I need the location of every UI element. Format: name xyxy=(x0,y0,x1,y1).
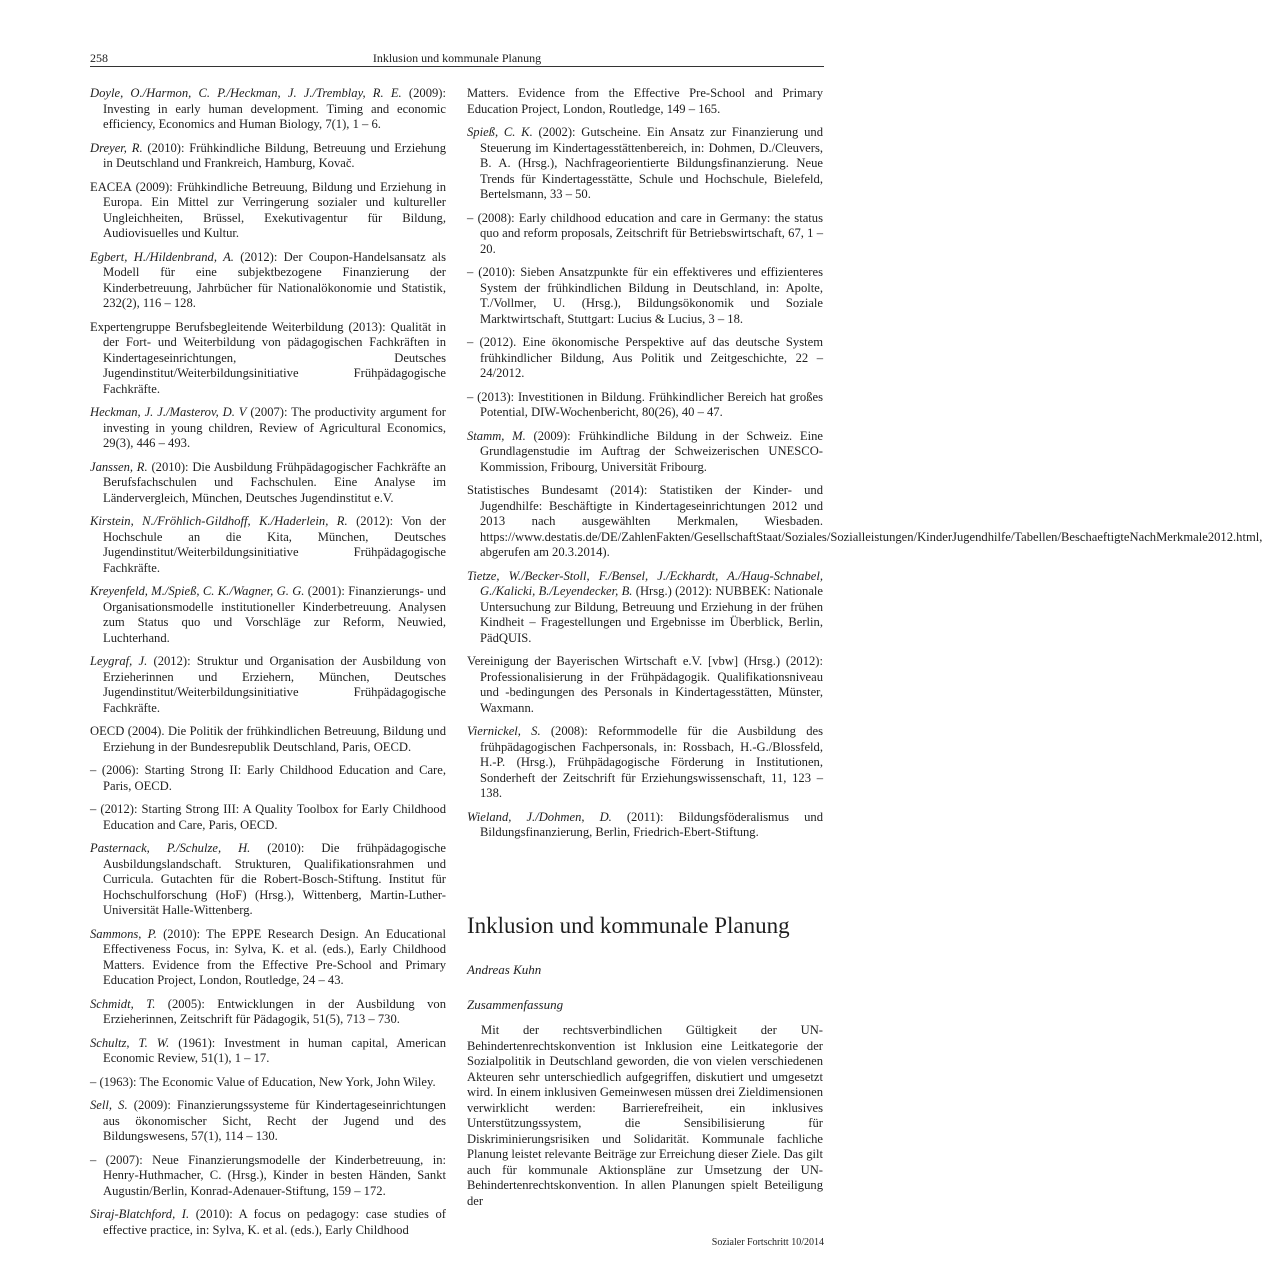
reference-text: – (1963): The Economic Value of Education, New York, John Wiley. xyxy=(90,1074,436,1089)
reference-list-right xyxy=(467,86,1262,841)
reference-item xyxy=(90,1207,446,1238)
reference-text: – (2012): Starting Strong III: A Quality Toolbox for Early Childhood Education and Care, Paris, OECD. xyxy=(90,802,446,832)
reference-authors: Tietze, W./Becker-Stoll, F./Bensel, J./Eckhardt, A./Haug-Schnabel, G./Kalicki, B./Leyendecker, B. xyxy=(467,568,823,598)
reference-item xyxy=(90,514,446,576)
reference-item xyxy=(90,250,446,312)
left-column xyxy=(90,86,446,1246)
reference-item xyxy=(90,460,446,507)
reference-item xyxy=(467,724,823,802)
reference-text: EACEA (2009): Frühkindliche Betreuung, Bildung und Erziehung in Europa. Ein Mittel zur Verringerung sozialer und kultureller Ungleichheiten, Brüssel, Exekutivagentur für Bildung, Audiovisuelles und Kultur. xyxy=(90,179,446,240)
reference-text: – (2008): Early childhood education and care in Germany: the status quo and reform proposals, Zeitschrift für Betriebswirtschaft, 67, 1 – 20. xyxy=(467,210,823,256)
reference-item xyxy=(467,86,823,117)
reference-authors: Stamm, M. xyxy=(467,428,526,443)
reference-item xyxy=(90,1153,446,1200)
reference-text: Vereinigung der Bayerischen Wirtschaft e.V. [vbw] (Hrsg.) (2012): Professionalisierung in der Frühpädagogik. Qualifikationsniveau und -bedingungen des Personals in Kindertagesstätten, Münster, Waxmann. xyxy=(467,654,823,715)
article-author: Andreas Kuhn xyxy=(467,962,542,977)
reference-authors: Siraj-Blatchford, I. xyxy=(90,1207,190,1221)
reference-item xyxy=(467,125,823,203)
reference-text: Expertengruppe Berufsbegleitende Weiterbildung (2013): Qualität in der Fort- und Weiterbildung von pädagogischen Fachkräften in Kindertageseinrichtungen, Deutsches Jugendinstitut/Weiterbildungsinitiative Frühpädagogische Fachkräfte. xyxy=(90,319,446,396)
reference-text: (2010): A focus on pedagogy: case studies of effective practice, in: Sylva, K. et al. (eds.), Early Childhood xyxy=(103,1207,446,1237)
reference-authors: Kirstein, N./Fröhlich-Gildhoff, K./Haderlein, R. xyxy=(90,514,348,528)
reference-text: Statistisches Bundesamt (2014): Statistiken der Kinder- und Jugendhilfe: Beschäftigte in Kindertageseinrichtungen 2012 und 2013 nach ausgewählten Merkmalen, Wiesbaden. https://www.destatis.de/DE/ZahlenFakten/GesellschaftStaat/Soziales/Sozialleistungen/KinderJugendhilfe/Tabellen/BeschaeftigteNachMerkmale2012.html, abgerufen am 20.3.2014). xyxy=(467,483,1262,559)
reference-item xyxy=(467,429,823,476)
header-rule xyxy=(90,66,824,67)
reference-authors: Janssen, R. xyxy=(90,459,148,474)
reference-authors: Schultz, T. W. xyxy=(90,1035,170,1050)
reference-authors: Dreyer, R. xyxy=(90,140,143,155)
reference-item xyxy=(90,180,446,242)
reference-text: (2010): Die Ausbildung Frühpädagogischer Fachkräfte an Berufsfachschulen und Fachschulen. Eine Analyse im Ländervergleich, München, Deutsches Jugendinstitut e.V. xyxy=(103,459,446,505)
reference-text: – (2006): Starting Strong II: Early Childhood Education and Care, Paris, OECD. xyxy=(90,763,446,793)
reference-item xyxy=(467,211,823,258)
reference-item xyxy=(90,927,446,989)
reference-text: (2012): Von der Hochschule an die Kita, München, Deutsches Jugendinstitut/Weiterbildungsinitiative Frühpädagogische Fachkräfte. xyxy=(103,514,446,575)
reference-item xyxy=(90,405,446,452)
right-column xyxy=(467,86,1262,849)
reference-list-left xyxy=(90,86,446,1238)
reference-authors: Sammons, P. xyxy=(90,926,157,941)
reference-authors: Wieland, J./Dohmen, D. xyxy=(467,809,612,824)
reference-authors: Spieß, C. K. xyxy=(467,125,533,139)
reference-text: (2009): Finanzierungssysteme für Kindertageseinrichtungen aus ökonomischer Sicht, Recht der Jugend und des Bildungswesens, 57(1), 114 – 130. xyxy=(103,1098,446,1143)
reference-item xyxy=(90,320,446,398)
reference-text: (2012): Der Coupon-Handelsansatz als Modell für eine subjektbezogene Finanzierung der Kinderbetreuung, Jahrbücher für Nationalökonomie und Statistik, 232(2), 116 – 128. xyxy=(103,249,446,310)
reference-text: – (2013): Investitionen in Bildung. Frühkindlicher Bereich hat großes Potential, DIW-Wochenbericht, 80(26), 40 – 47. xyxy=(467,389,823,419)
reference-item xyxy=(467,654,823,716)
reference-text: – (2012). Eine ökonomische Perspektive auf das deutsche System frühkindlicher Bildung, Aus Politik und Zeitgeschichte, 22 – 24/2012. xyxy=(467,335,823,380)
summary-text: Mit der rechtsverbindlichen Gültigkeit der UN-Behindertenrechtskonvention ist Inklusion eine Leitkategorie der Sozialpolitik in Deutschland geworden, die von vielen verschiedenen Akteuren sehr unterschiedlich aufgegriffen, diskutiert und umgesetzt wird. In einem inklusiven Gemeinwesen müssen drei Zieldimensionen verwirklicht werden: Barrierefreiheit, ein inklusives Unterstützungssystem, die Sensibilisierung für Diskriminierungsrisiken und Solidarität. Kommunale fachliche Planung leistet relevante Beiträge zur Erreichung dieser Ziele. Das gilt auch für kommunale Aktionspläne zur Umsetzung der UN-Behindertenrechtskonvention. In allen Planungen spielt Beteiligung der xyxy=(467,1023,823,1208)
article-title: Inklusion und kommunale Planung xyxy=(467,913,790,938)
reference-item xyxy=(90,1075,446,1091)
reference-text: (2002): Gutscheine. Ein Ansatz zur Finanzierung und Steuerung im Kindertagesstättenbereich, in: Dohmen, D./Cleuvers, B. A. (Hrsg.), Nachfrageorientierte Bildungsfinanzierung. Neue Trends für Kindertagesstätte, Schule und Hochschule, Bielefeld, Bertelsmann, 33 – 50. xyxy=(480,125,823,201)
reference-item xyxy=(467,810,823,841)
reference-text: – (2007): Neue Finanzierungsmodelle der Kinderbetreuung, in: Henry-Huthmacher, C. (Hrsg.), Kinder in besten Händen, Sankt Augustin/Berlin, Konrad-Adenauer-Stiftung, 159 – 172. xyxy=(90,1152,446,1198)
reference-text: (2009): Investing in early human development. Timing and economic efficiency, Economics and Human Biology, 7(1), 1 – 6. xyxy=(103,86,446,131)
reference-item xyxy=(90,1098,446,1145)
reference-authors: Doyle, O./Harmon, C. P./Heckman, J. J./Tremblay, R. E. xyxy=(90,86,402,100)
reference-authors: Viernickel, S. xyxy=(467,724,541,738)
reference-authors: Leygraf, J. xyxy=(90,654,148,668)
reference-authors: Schmidt, T. xyxy=(90,996,156,1011)
reference-item xyxy=(467,569,823,647)
running-title: Inklusion und kommunale Planung xyxy=(372,51,542,65)
reference-item xyxy=(90,584,446,646)
reference-item xyxy=(467,265,823,327)
reference-item xyxy=(90,141,446,172)
reference-text: (Hrsg.) (2012): NUBBEK: Nationale Untersuchung zur Bildung, Betreuung und Erziehung in der frühen Kindheit – Fragestellungen und Ergebnisse im Überblick, Berlin, PädQUIS. xyxy=(480,584,824,645)
reference-authors: Egbert, H./Hildenbrand, A. xyxy=(90,249,234,264)
reference-item xyxy=(90,841,446,919)
reference-text: (2001): Finanzierungs- und Organisationsmodelle institutioneller Kinderbetreuung. Analysen zum Status quo und Vorschläge zur Reform, Neuwied, Luchterhand. xyxy=(103,584,446,645)
reference-authors: Sell, S. xyxy=(90,1098,128,1112)
reference-text: (2011): Bildungsföderalismus und Bildungsfinanzierung, Berlin, Friedrich-Ebert-Stiftung. xyxy=(480,809,823,839)
reference-item xyxy=(90,1036,446,1067)
page-number: 258 xyxy=(90,51,108,65)
reference-item xyxy=(90,724,446,755)
reference-item xyxy=(467,483,1262,561)
reference-text: (2009): Frühkindliche Bildung in der Schweiz. Eine Grundlagenstudie im Auftrag der Schweizerischen UNESCO-Kommission, Fribourg, Universität Fribourg. xyxy=(480,428,824,474)
reference-text: – (2010): Sieben Ansatzpunkte für ein effektiveres und effizienteres System der frühkindlichen Bildung in Deutschland, in: Apolte, T./Vollmer, U. (Hrsg.), Bildungsökonomik und Soziale Marktwirtschaft, Stuttgart: Lucius & Lucius, 3 – 18. xyxy=(467,265,823,326)
reference-item xyxy=(90,997,446,1028)
reference-text: (2010): The EPPE Research Design. An Educational Effectiveness Focus, in: Sylva, K. et al. (eds.), Early Childhood Matters. Evidence from the Effective Pre-School and Primary Education Project, London, Routledge, 24 – 43. xyxy=(103,926,446,987)
reference-text: (2010): Die frühpädagogische Ausbildungslandschaft. Strukturen, Qualifikationsrahmen und Curricula. Gutachten für die Robert-Bosch-Stiftung. Institut für Hochschulforschung (HoF) (Hrsg.), Wittenberg, Martin-Luther-Universität Halle-Wittenberg. xyxy=(103,841,446,917)
reference-item xyxy=(90,802,446,833)
reference-item xyxy=(467,390,823,421)
journal-footer: Sozialer Fortschritt 10/2014 xyxy=(711,1237,824,1248)
reference-text: OECD (2004). Die Politik der frühkindlichen Betreuung, Bildung und Erziehung in der Bundesrepublik Deutschland, Paris, OECD. xyxy=(90,724,446,754)
reference-authors: Pasternack, P./Schulze, H. xyxy=(90,841,251,855)
reference-authors: Kreyenfeld, M./Spieß, C. K./Wagner, G. G. xyxy=(90,584,305,598)
reference-text: (2010): Frühkindliche Bildung, Betreuung und Erziehung in Deutschland und Frankreich, Hamburg, Kovač. xyxy=(103,140,446,170)
reference-text: (2012): Struktur und Organisation der Ausbildung von Erzieherinnen und Erziehern, München, Deutsches Jugendinstitut/Weiterbildungsinitiative Frühpädagogische Fachkräfte. xyxy=(103,654,446,715)
reference-item xyxy=(90,654,446,716)
summary-heading: Zusammenfassung xyxy=(467,997,564,1012)
reference-text: (1961): Investment in human capital, American Economic Review, 51(1), 1 – 17. xyxy=(103,1035,446,1065)
reference-item xyxy=(467,335,823,382)
reference-authors: Heckman, J. J./Masterov, D. V xyxy=(90,405,247,419)
reference-text: Matters. Evidence from the Effective Pre-School and Primary Education Project, London, Routledge, 149 – 165. xyxy=(467,86,823,116)
reference-text: (2008): Reformmodelle für die Ausbildung des frühpädagogischen Fachpersonals, in: Rossbach, H.-G./Blossfeld, H.-P. (Hrsg.), Frühpädagogische Förderung in Institutionen, Sonderheft der Zeitschrift für Erziehungswissenschaft, 11, 123 – 138. xyxy=(480,724,823,800)
reference-text: (2005): Entwicklungen in der Ausbildung von Erzieherinnen, Zeitschrift für Pädagogik, 51(5), 713 – 730. xyxy=(103,996,446,1026)
reference-text: (2007): The productivity argument for investing in young children, Review of Agricultural Economics, 29(3), 446 – 493. xyxy=(103,405,446,450)
reference-item xyxy=(90,763,446,794)
reference-item xyxy=(90,86,446,133)
